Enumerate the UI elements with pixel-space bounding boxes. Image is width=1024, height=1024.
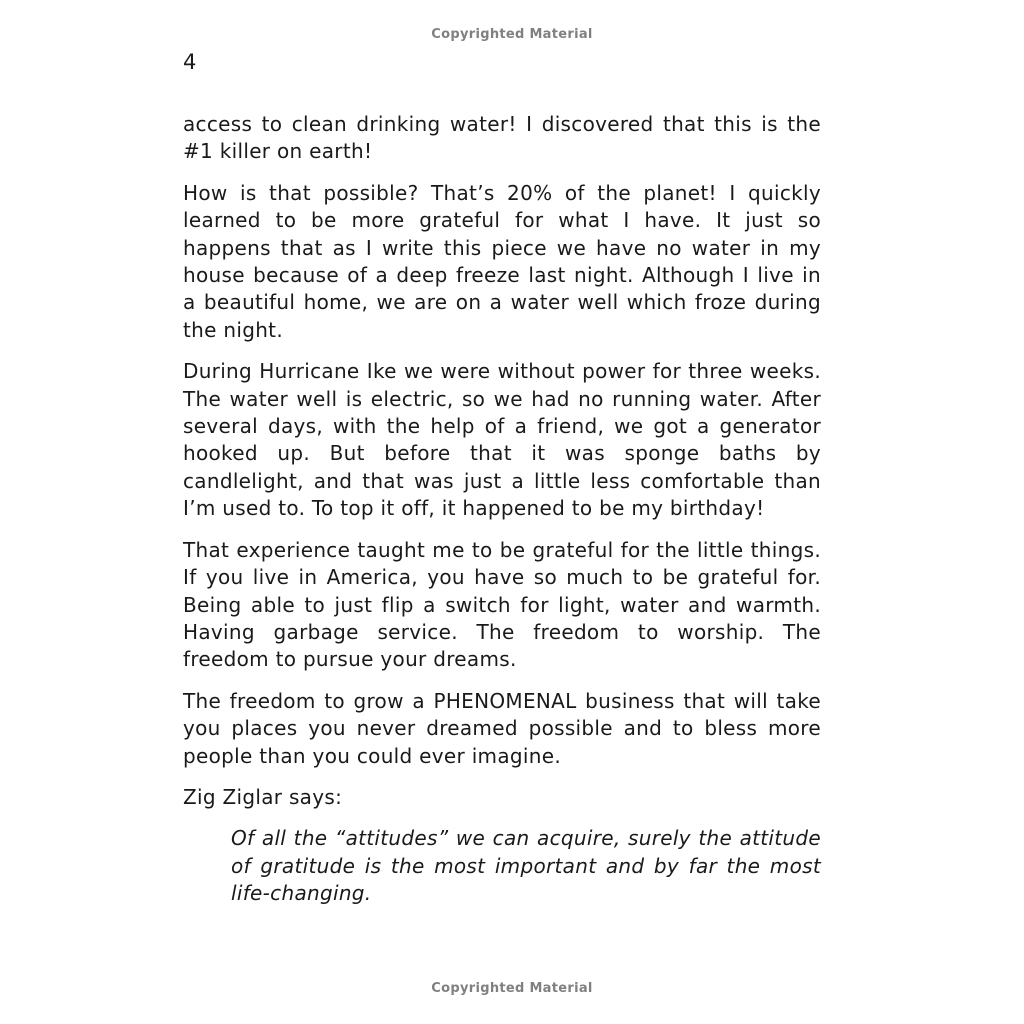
copyright-header-notice: Copyrighted Material xyxy=(431,27,593,42)
paragraph-5: The freedom to grow a PHENOMENAL business that will take you places you never dreamed possible and to bless more people than you could ever imagine. xyxy=(183,688,821,768)
quote-paragraph: Of all the “attitudes” we can acquire, surely the attitude of gratitude is the most important and by far the most life-changing. xyxy=(231,826,821,906)
paragraph-6-attribution: Zig Ziglar says: xyxy=(183,784,343,809)
page-number: 4 xyxy=(183,50,197,74)
paragraph-2: How is that possible? That’s 20% of the planet! I quickly learned to be more grateful for what I have. It just so happens that as I write this piece we have no water in my house because of a deep freeze last night. Although I live in a beautiful home, we are on a water well which froze during the night. xyxy=(183,180,821,342)
copyright-footer-notice: Copyrighted Material xyxy=(431,981,593,996)
paragraph-4: That experience taught me to be grateful for the little things. If you live in America, you have so much to be grateful for. Being able to just flip a switch for light, water and warmth. Having garbage service. The freedom to worship. The freedom to pursue your dreams. xyxy=(183,537,821,672)
paragraph-3: During Hurricane Ike we were without power for three weeks. The water well is electric, so we had no running water. After several days, with the help of a friend, we got a generator hooked up. But before that it was sponge baths by candlelight, and that was just a little less comfortable than I’m used to. To top it off, it happened to be my birthday! xyxy=(183,359,821,521)
paragraph-1: access to clean drinking water! I discovered that this is the #1 killer on earth! xyxy=(183,112,821,164)
page-content xyxy=(183,111,821,922)
